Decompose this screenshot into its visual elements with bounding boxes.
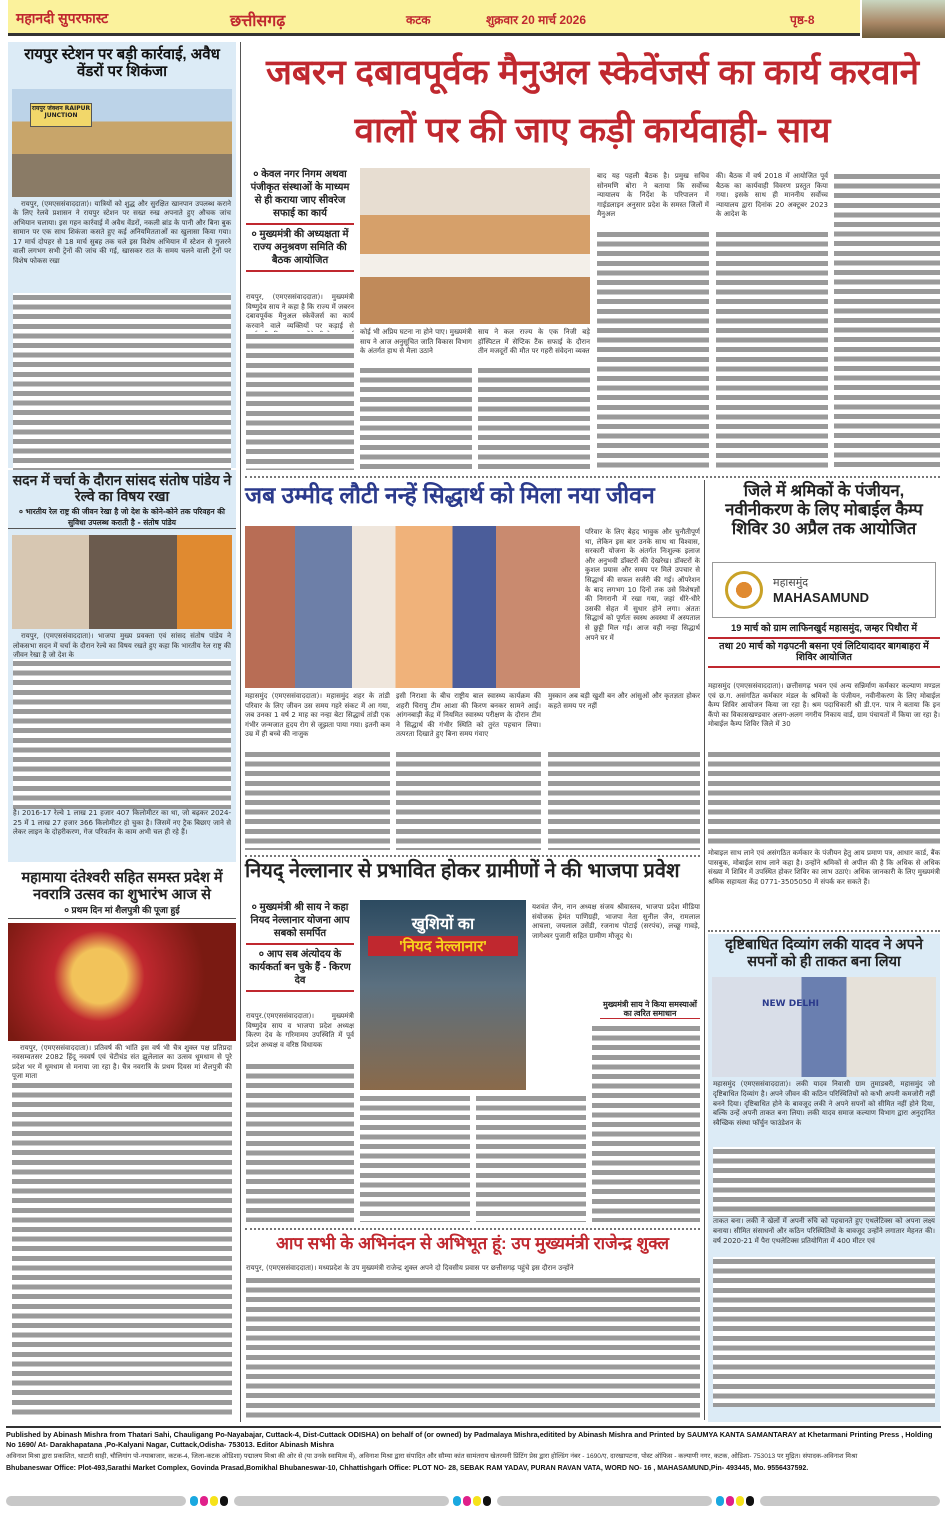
goddess-photo (8, 923, 236, 1041)
lead-body-col2: कोई भी अप्रिय घटना ना होने पाए। मुख्यमंत्री साय ने आज अनुसूचित जाति विकास विभाग के अंतर्गत हाथ से मैला उठाने (360, 328, 472, 356)
navratri-article (8, 868, 236, 1422)
niyad-headline: नियद् नेल्लानार से प्रभावित होकर ग्रामीणों ने की भाजपा प्रवेश (245, 860, 680, 882)
lead-bullet: ० केवल नगर निगम अथवा पंजीकृत संस्थाओं के माध्यम से ही कराया जाए सीवरेज सफाई का कार्य (246, 165, 354, 225)
lucky-body-2: ताकत बना। लकी ने खेलों में अपनी रुचि को पहचानते हुए एथलेटिक्स को अपना लक्ष्य बनाया। सीमित संसाधनों और कठिन परिस्थितियों के बावजूद उन्होंने लगातार मेहनत की। वर्ष 2020-21 में पैरा एथलेटिक्स प्रतियोगिता में 400 मीटर एवं (713, 1217, 935, 1245)
district-emblem-icon (725, 571, 763, 609)
lucky-body-cont (713, 1147, 935, 1217)
lead-bullet: ० मुख्यमंत्री की अध्यक्षता में राज्य अनुश्रवण समिति की बैठक आयोजित (246, 225, 354, 272)
siddharth-side-text: परिवार के लिए बेहद भावुक और चुनौतीपूर्ण था, लेकिन इस बार उनके साथ था विश्वास, सरकारी योजना के अंतर्गत निःशुल्क इलाज और अनुभवी डॉक्टरों की देखरेख। डॉक्टरों के कुशल प्रयास और समय पर मिले उपचार से सिद्धार्थ की सफल सर्जरी की गई। ऑपरेशन के बाद लगभग 10 दिनों तक उसे विशेषज्ञों की निगरानी में रखा गया, जहां धीरे-धीरे उसकी सेहत में सुधार होने लगा। अंततः सिद्धार्थ को पूर्णतः स्वस्थ अवस्था में अस्पताल से छुट्टी मिल गई। आज वही नन्हा सिद्धार्थ अपने घर में (585, 528, 700, 642)
lead-body-col4-cont (597, 230, 709, 470)
registration-marks (6, 1491, 941, 1510)
siddharth-body-col2: इसी निराशा के बीच राष्ट्रीय बाल स्वास्थ्य कार्यक्रम की शहरी चिरायु टीम आशा की किरण बनकर सामने आई। आंगनबाड़ी केंद्र में नियमित स्वास्थ्य परीक्षण के दौरान टीम ने सिद्धार्थ की गंभीर स्थिति को तुरंत पहचान लिया। तत्परता दिखाते हुए बिना समय गंवाए (396, 692, 541, 739)
niyad-bullet: ० आप सब अंत्योदय के कार्यकर्ता बन चुके हैं - किरण देव (246, 945, 354, 992)
siddharth-family-photo (245, 526, 580, 688)
lead-body-col2-cont (360, 366, 472, 470)
masthead (8, 0, 860, 36)
mp-headline: सदन में चर्चा के दौरान सांसद संतोष पांडेय ने रेल्वे का विषय रखा (12, 472, 232, 505)
niyad-body-col4 (592, 1024, 700, 1222)
lucky-body-cont-2 (713, 1257, 935, 1407)
column-divider (240, 42, 241, 1422)
shukla-headline: आप सभी के अभिनंदन से अभिभूत हूं: उप मुख्यमंत्री राजेन्द्र शुक्ल (275, 1234, 670, 1253)
siddharth-headline: जब उम्मीद लौटी नन्हें सिद्धार्थ को मिला नया जीवन (245, 482, 655, 508)
raipur-station-photo (12, 89, 232, 197)
niyad-bullet: ० मुख्यमंत्री श्री साय ने कहा नियद नेल्लानार योजना आप सबको समर्पित (246, 898, 354, 945)
niyad-body: रायपुर.(एमएससंवाददाता)। मुख्यमंत्री विष्णुदेव साय व भाजपा प्रदेश अध्यक्ष किरण देव के गरिमामय उपस्थिति में पूर्व प्रदेश अध्यक्ष व वरिष्ठ विधायक (246, 1012, 354, 1049)
lead-bullets (246, 165, 354, 272)
navratri-body: रायपुर, (एमएससंवाददाता)। प्रतिवर्ष की भांति इस वर्ष भी चैत्र शुक्ल पक्ष प्रतिप्रदा नवसम्वतसर 2082 हिंदू नववर्ष एवं चेटीचंड संत झूलेलाल का उत्सव धूमधाम से पूरे प्रदेश भर में धूमधाम से मनाया जा रहा है। चैत्र नवरात्रि के प्रथम दिवस मां शैलपुत्री की पूजा माता (12, 1043, 232, 1081)
edition-name: छत्तीसगढ़ (230, 13, 286, 30)
lead-body-col1: रायपुर, (एमएससंवाददाता)। मुख्यमंत्री विष्णुदेव साय ने कहा है कि राज्य में जबरन दबावपूर्वक मैनुअल स्केवेंजर्स का कार्य करवाने वाले व्यक्तियों पर कड़ाई से (246, 293, 354, 330)
cmyk-marks (190, 1491, 230, 1510)
temple-image (862, 0, 945, 38)
logo-english: MAHASAMUND (773, 590, 870, 605)
poster-title-1: खुशियों का (411, 916, 475, 933)
navratri-body-cont (12, 1081, 232, 1416)
office-addresses: Bhubaneswar Office: Plot-493,Sarathi Market Complex, Govinda Prasad,Bomikhal Bhubaneswar-10, Chhattishgarh Office: PLOT NO- 28, SEBAK RAM YADAV, PURAN RAVAN VATA, WORD NO- 16 , MAHASAMUND,Pin- 493445, Mo. 9556437592. (6, 1465, 809, 1472)
imprint-english: Published by Abinash Mishra from Thatari Sahi, Chauligang Po-Nayabajar, Cuttack-4, Dist-Cuttack ODISHA) on behalf of (or owned) by Padmalaya Mishra,editited by Abinash Mishra and Printed by SAUMYA KANTA SAMANTARAY at Khetarmani Printing Press , Holding No 1690/ At- Darakhapatana ,Po-Kalyani Nagar, Cuttack,Odisha- 753013. Editor Abinash Mishra (6, 1430, 933, 1449)
paper-name: महानदी सुपरफास्ट (16, 10, 109, 26)
labour-body: महासमुंद (एमएससंवाददाता)। छत्तीसगढ़ भवन एवं अन्य सन्निर्माण कर्मकार कल्याण मण्डल एवं छ.ग. असंगठित कर्मकार मंडल के श्रमिकों के पंजीयन, नवीनीकरण के लिए मोबाईल कैम्प शिविर आयोजन किया जा रहा है। श्रम पदाधिकारी श्री डी.एन. पात्र ने बताया कि इन कैंपो का विकासखण्डवार अलग-अलग नगरीय निकाय वार्ड, ग्राम पंचायतों में किया जा रहा है। मोबाईल कैम्प शिविर जिले में 30 (708, 682, 940, 729)
mp-body: रायपुर, (एमएससंवाददाता)। भाजपा मुख्य प्रवक्ता एवं सांसद संतोष पांडेय ने लोकसभा सदन में चर्चा के दौरान रेल्वे का विषय रखते हुए कहा कि भारतीय रेल राष्ट्र की जीवन रेखा है जो देश के (13, 632, 231, 660)
niyad-subheading: मुख्यमंत्री साय ने किया समस्याओं का त्वरित समाधान (600, 1000, 700, 1019)
niyad-body-col2 (360, 1094, 470, 1222)
niyad-poster (360, 900, 526, 1090)
logo-hindi: महासमुंद (773, 576, 809, 589)
labour-body-end: मोबाइल साथ लाने एवं असंगठित कर्मकार के पंजीयन हेतु आय प्रमाण पत्र, आधार कार्ड, बैंक पासबुक, मोबाईल साथ लाने कहा है। उन्होंने श्रमिकों से अपील की है कि अधिक से अधिक संख्या में शिविर में उपस्थित होकर शिविर का लाभ उठाएं। अधिक जानकारी के लिए मुख्यमंत्री श्रमिक सहायता केंद्र 0771-3505050 में संपर्क कर सकते हैं। (708, 849, 940, 886)
siddharth-body-col1-cont (245, 750, 390, 850)
lead-body-col4: बाद यह पहली बैठक है। प्रमुख सचिव सोनमणि बोरा ने बताया कि सर्वोच्च न्यायालय के निर्देश के परिपालन में गाईडलाइन अनुसार प्रदेश के समस्त जिलों में मैनुअल (597, 172, 709, 219)
section-divider (245, 476, 940, 478)
mahasamund-logo-box (712, 562, 936, 618)
lead-body-col5: की। बैठक में वर्ष 2018 में आयोजित पूर्व बैठक का कार्यवाही विवरण प्रस्तुत किया गया। इसके साथ ही माननीय सर्वोच्च न्यायालय द्वारा दिनांक 20 अक्टूबर 2023 के आदेश के (716, 172, 828, 219)
page-number: पृष्ठ-8 (790, 13, 815, 27)
labour-headline: जिले में श्रमिकों के पंजीयन, नवीनीकरण के लिए मोबाईल कैम्प शिविर 30 अप्रैल तक आयोजित (725, 482, 923, 538)
registration-bar (497, 1496, 712, 1506)
mp-article (8, 470, 236, 862)
niyad-body-cont (246, 1062, 354, 1222)
navratri-subheading: ० प्रथम दिन मां शैलपुत्री की पूजा हुई (8, 905, 236, 918)
lucky-body: महासमुंद (एमएससंवाददाता)। लकी यादव निवासी ग्राम तुमाडबरी, महासमुंद जो दृष्टिबाधित दिव्यांग है। अपने जीवन की कठिन परिस्थितियों को कभी अपनी कमजोरी नहीं बनने दिया। दृष्टिबाधित होने के बावजूद लकी ने अपने सपनों को सीमित नहीं होने दिया, बल्कि उन्हें अपनी ताकत बना लिया। लकी यादव समाज कल्याण विभाग द्वारा अनुदानित स्वैच्छिक संस्था फॉर्चुन फाउंडेशन के (713, 1080, 935, 1127)
shukla-body: रायपुर, (एमएससंवाददाता)। मध्यप्रदेश के उप मुख्यमंत्री राजेन्द्र शुक्ल अपने दो दिवसीय प्रवास पर छत्तीसगढ़ पहुंचे इस दौरान उन्होंने (246, 1264, 574, 1272)
section-divider (245, 855, 700, 857)
labour-subheading-1: 19 मार्च को ग्राम लाफिनखुर्द महासमुंद, जम्हर पिथौरा में (708, 624, 940, 639)
lead-headline-line-2: वालों पर की जाए कड़ी कार्यवाही- साय (354, 111, 831, 150)
registration-bar (760, 1496, 940, 1506)
cmyk-marks (716, 1491, 756, 1510)
city: कटक (406, 13, 431, 27)
lead-headline-line-1: जबरन दबावपूर्वक मैनुअल स्केवेंजर्स का कार्य करवाने (265, 53, 920, 92)
navratri-headline: महामाया दंतेश्वरी सहित समस्त प्रदेश में नवरात्रि उत्सव का शुभारंभ आज से (21, 870, 223, 903)
siddharth-body-col2-cont (396, 750, 541, 850)
santosh-pandey-photo (12, 535, 232, 629)
registration-bar (234, 1496, 449, 1506)
imprint (6, 1426, 941, 1474)
column-divider (704, 480, 705, 1420)
lucky-yadav-photo (712, 977, 936, 1077)
date: शुक्रवार 20 मार्च 2026 (486, 13, 587, 27)
lead-body-col5-cont (716, 230, 828, 470)
lead-body-col6 (834, 172, 940, 470)
photo-banner-text: NEW DELHI (762, 999, 819, 1010)
shukla-body-cont (246, 1276, 700, 1420)
lead-body-col1-cont (246, 332, 354, 470)
railway-headline: रायपुर स्टेशन पर बड़ी कार्रवाई, अवैध वेंडरों पर शिकंजा (24, 46, 220, 81)
mp-subheading: ० भारतीय रेल राष्ट्र की जीवन रेखा है जो देश के कोने-कोने तक परिवहन की सुविधा उपलब्ध कराती है - संतोष पांडेय (8, 506, 236, 529)
chief-minister-photo (360, 168, 590, 324)
lucky-headline: दृष्टिबाधित दिव्यांग लकी यादव ने अपने सपनों को ही ताकत बना लिया (725, 937, 923, 970)
lead-body-col3-cont (478, 366, 590, 470)
lead-headline (245, 44, 940, 160)
mp-body-cont (13, 659, 231, 809)
siddharth-body-col3-cont (548, 750, 700, 850)
railway-article (8, 42, 236, 468)
registration-bar (6, 1496, 186, 1506)
lucky-article (708, 934, 940, 1422)
station-sign: रायपुर जंक्शन RAIPUR JUNCTION (30, 103, 92, 127)
section-divider (245, 1228, 700, 1230)
railway-body: रायपुर, (एमएससंवाददाता)। यात्रियों को शुद्ध और सुरक्षित खानपान उपलब्ध कराने के लिए रेलवे प्रशासन ने रायपुर स्टेशन पर सख्त रुख अपनाते हुए औचक जांच अभियान चलाया। इस गहन कार्रवाई में अवैध वेंडरों, नकली ब्रांड के पानी और बिना बुक सामान पर एक साथ शिकंजा कसते हुए कई अनियमितताओं का खुलासा किया गया। 17 मार्च दोपहर से 18 मार्च सुबह तक चले इस विशेष अभियान में स्टेशन से गुजरने वाली लगभग सभी ट्रेनों की जांच की गई, खासकर रात के समय चलने वाली ट्रेनों पर विशेष फोकस रखा (13, 199, 231, 266)
cmyk-marks (453, 1491, 493, 1510)
mp-body-end: है। 2016-17 रेल्वे 1 लाख 21 हजार 407 किलोमीटर का था, जो बढ़कर 2024-25 में 1 लाख 27 हजार 366 किलोमीटर हो चुका है। जिसमें नए ट्रैक बिछाए जाने से लेकर लाइन के दोहरीकरण, गेज परिवर्तन के काम अभी चल ही रहे हैं। (13, 809, 231, 837)
niyad-body-col3 (476, 1094, 586, 1222)
niyad-bullets (246, 898, 354, 992)
lead-body-col3: साय ने कल राज्य के एक निजी बड़े हॉस्पिटल में सेप्टिक टैंक सफाई के दौरान तीन मजदूरों की मौत पर गहरी संवेदना व्यक्त (478, 328, 590, 356)
niyad-side-text: यशवंत जैन, नान अध्यक्ष संजय श्रीवास्तव, भाजपा प्रदेश मीडिया संयोजक हेमंत पाणिग्रही, भाजपा नेता सुनील जैन, रामलाल आचला, जयलाल उसेंडी, रजनाथ पोटाई (सरपंच), लच्छू गावड़े, जागेश्वर पुजारी सहित ग्रामीण मौजूद थे। (532, 903, 700, 940)
siddharth-body-col3: मुस्कान अब बड़ी खुशी बन और आंसुओं और कृतज्ञता होकर कहते समय पर नहीं (548, 692, 700, 710)
labour-subheading-2: तथा 20 मार्च को गढ़पटनी बसना एवं लिटियादादर बागबाहरा में शिविर आयोजित (708, 642, 940, 668)
section-divider (708, 930, 940, 932)
labour-body-cont (708, 750, 940, 846)
imprint-hindi: अविनाश मिश्रा द्वारा प्रकाशित, थाटारी साही, चौलिगांग पो-नयाबाजार, कटक-4, जिला-कटक ओडिशा) पद्मालय मिश्रा की ओर से (या उनके स्वामित्व में), अविनाश मिश्रा द्वारा संपादित और सौम्या कांत सामंतराय खेतरमनी प्रिंटिंग प्रेस द्वारा होल्डिंग नंबर - 1690/ए, दारखापटना, पोस्ट ऑफिस - कल्याणी नगर, कटक, ओडिशा- 753013 पर मुद्रित। संपादक-अविनाश मिश्रा (6, 1453, 858, 1460)
poster-title-2: 'नियद नेल्लानार' (368, 936, 518, 956)
railway-body-cont (13, 293, 231, 498)
siddharth-body-col1: महासमुंद (एमएससंवाददाता)। महासमुंद शहर के तांडी परिवार के लिए जीवन उस समय गहरे संकट में आ गया, जब उनका 1 वर्ष 2 माह का नन्हा बेटा सिद्धार्थ तांडी एक गंभीर जन्मजात हृदय रोग से जूझता पाया गया। इतनी कम उम्र में ही बच्चे की नाजुक (245, 692, 390, 739)
